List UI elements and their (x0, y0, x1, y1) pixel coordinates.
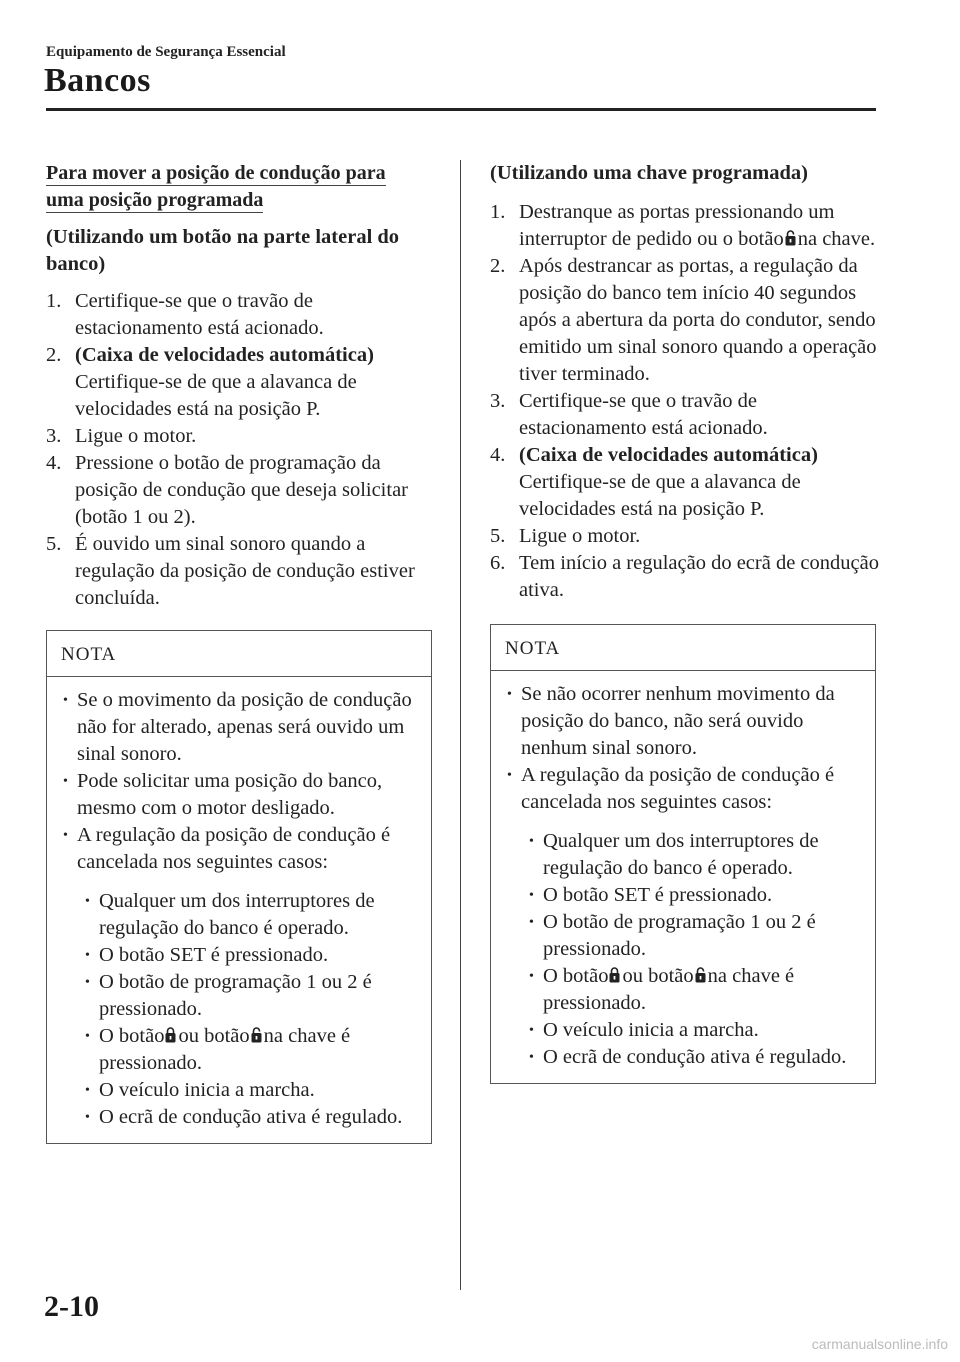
step-item: 5. Ligue o motor. (490, 525, 641, 547)
unlock-icon (695, 967, 706, 983)
note-subitem: • O ecrã de condução ativa é regulado. (85, 1106, 403, 1128)
page-number: 2-10 (44, 1290, 99, 1323)
step-item: 4. (Caixa de velocidades automática) Certifique-se de que a alavanca de velocidades está na posição P. (490, 444, 818, 520)
note-subitem: • O ecrã de condução ativa é regulado. (529, 1046, 847, 1068)
note-item: • A regulação da posição de condução é cancelada nos seguintes casos: (507, 764, 835, 813)
note-subitem: • O veículo inicia a marcha. (85, 1079, 315, 1101)
lock-icon (609, 967, 620, 983)
step-item: 4. Pressione o botão de programação da posição de condução que deseja solicitar (botão 1 ou 2). (46, 452, 408, 528)
left-subheading: (Utilizando um botão na parte lateral do banco) (46, 226, 400, 275)
note-subitem-key: • O botão ou botão na chave é pressionado. (85, 1025, 351, 1074)
note-sublist (59, 888, 421, 1131)
note-body (491, 671, 875, 1083)
right-steps (490, 199, 882, 604)
page-title: Bancos (44, 62, 151, 99)
step-item: 5. É ouvido um sinal sonoro quando a regulação da posição de condução estiver concluída. (46, 533, 415, 609)
left-note-box (46, 630, 432, 1144)
note-subitem: • O botão de programação 1 ou 2 é pressionado. (529, 911, 816, 960)
right-note-box (490, 624, 876, 1084)
note-subitem-key: • O botão ou botão na chave é pressionado. (529, 965, 795, 1014)
left-steps (46, 288, 438, 612)
left-heading-line2: uma posição programada (46, 189, 264, 211)
note-title: NOTA (47, 631, 431, 677)
section-label: Equipamento de Segurança Essencial (46, 44, 286, 60)
note-subitem: • O botão de programação 1 ou 2 é pressionado. (85, 971, 372, 1020)
note-subitem: • O botão SET é pressionado. (529, 884, 773, 906)
note-item: • Se não ocorrer nenhum movimento da posição do banco, não será ouvido nenhum sinal sonoro. (507, 683, 835, 759)
step-item: 2. Após destrancar as portas, a regulação da posição do banco tem início 40 segundos após a abertura da porta do condutor, sendo emitido um sinal sonoro quando a operação tiver terminado. (490, 255, 877, 385)
note-item: • A regulação da posição de condução é cancelada nos seguintes casos: (63, 824, 391, 873)
step-item: 6. Tem início a regulação do ecrã de condução ativa. (490, 552, 879, 601)
note-subitem: • O veículo inicia a marcha. (529, 1019, 759, 1041)
note-subitem: • O botão SET é pressionado. (85, 944, 329, 966)
column-divider (460, 160, 461, 1290)
right-column (490, 160, 882, 1084)
step-item: 1. Destranque as portas pressionando um interruptor de pedido ou o botão na chave. (490, 201, 876, 250)
note-sublist (503, 828, 865, 1071)
step-item: 3. Certifique-se que o travão de estacionamento está acionado. (490, 390, 768, 439)
watermark: carmanualsonline.info (811, 1336, 948, 1352)
left-heading-line1: Para mover a posição de condução para (46, 162, 386, 184)
step-item: 3. Ligue o motor. (46, 425, 197, 447)
left-heading (46, 160, 438, 214)
note-subitem: • Qualquer um dos interruptores de regulação do banco é operado. (529, 830, 819, 879)
right-subheading: (Utilizando uma chave programada) (490, 162, 808, 184)
note-body (47, 677, 431, 1143)
step-item: 1. Certifique-se que o travão de estacionamento está acionado. (46, 290, 324, 339)
unlock-icon (251, 1027, 262, 1043)
step-item: 2. (Caixa de velocidades automática) Certifique-se de que a alavanca de velocidades está na posição P. (46, 344, 374, 420)
title-rule (46, 108, 876, 111)
unlock-icon (785, 230, 796, 246)
left-column (46, 160, 438, 1144)
note-item: • Se o movimento da posição de condução não for alterado, apenas será ouvido um sinal sonoro. (63, 689, 412, 765)
note-title: NOTA (491, 625, 875, 671)
lock-icon (165, 1027, 176, 1043)
note-subitem: • Qualquer um dos interruptores de regulação do banco é operado. (85, 890, 375, 939)
note-item: • Pode solicitar uma posição do banco, mesmo com o motor desligado. (63, 770, 383, 819)
